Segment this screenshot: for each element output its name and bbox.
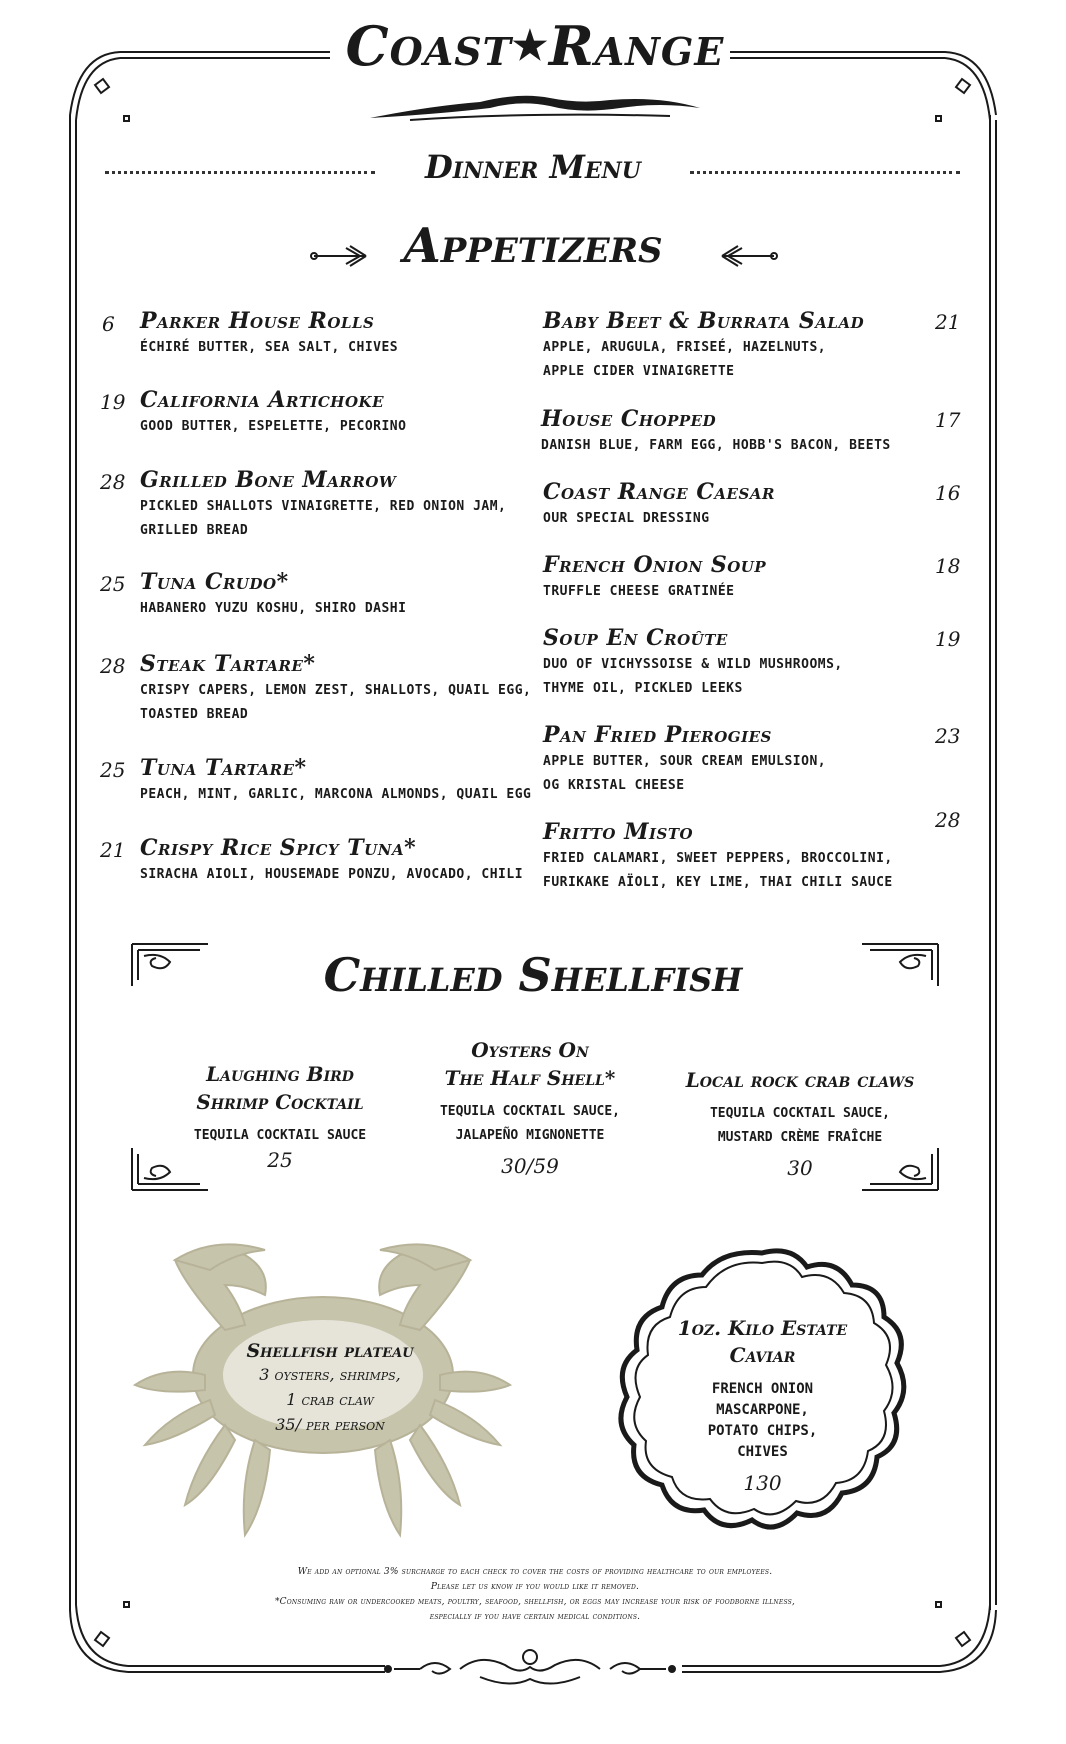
item-name: Soup En Croûte [543, 625, 728, 651]
menu-item-coast-range-caesar [543, 479, 775, 531]
item-desc: ÉCHIRÉ BUTTER, SEA SALT, CHIVES [140, 340, 399, 355]
item-desc: HABANERO YUZU KOSHU, SHIRO DASHI [140, 601, 407, 616]
price-parker-house-rolls: 6 [102, 312, 115, 336]
plateau-line: 1 crab claw [286, 1390, 374, 1409]
arrow-right-icon [718, 244, 778, 268]
shellfish-plateau [215, 1340, 445, 1437]
menu-item-pan-fried-pierogies [543, 722, 826, 798]
menu-item-crispy-rice-spicy-tuna [140, 835, 523, 887]
plateau-name: Shellfish plateau [246, 1340, 414, 1362]
flourish-icon [380, 1645, 680, 1693]
plateau-line: 3 oysters, shrimps, [259, 1365, 401, 1384]
item-name: California Artichoke [140, 387, 385, 413]
item-desc: APPLE BUTTER, SOUR CREAM EMULSION, OG KRISTAL CHEESE [543, 754, 827, 793]
price-tuna-tartare: 25 [100, 758, 126, 782]
price-fritto-misto: 28 [935, 808, 961, 832]
price-baby-beet-burrata-salad: 21 [935, 310, 961, 334]
caviar-item [650, 1315, 875, 1495]
item-desc: CRISPY CAPERS, LEMON ZEST, SHALLOTS, QUAIL EGG, TOASTED BREAD [140, 683, 532, 722]
price-tuna-crudo: 25 [100, 572, 126, 596]
item-name: Laughing Bird Shrimp Cocktail [196, 1062, 364, 1114]
footnote-medical: especially if you have certain medical conditions. [429, 1612, 641, 1622]
menu-title: Dinner Menu [425, 148, 641, 186]
item-name: House Chopped [541, 406, 717, 432]
price-steak-tartare: 28 [100, 654, 126, 678]
item-name: Steak Tartare* [140, 651, 316, 677]
shellfish-item-oysters [420, 1036, 640, 1178]
menu-item-tuna-crudo [140, 569, 406, 621]
item-name: Tuna Crudo* [140, 569, 289, 595]
price-house-chopped: 17 [935, 408, 961, 432]
brand-title [340, 14, 730, 78]
brand-word-right: Range [548, 14, 725, 78]
price-crispy-rice-spicy-tuna: 21 [100, 838, 126, 862]
mountain-divider-icon [370, 88, 700, 122]
price-california-artichoke: 19 [100, 390, 126, 414]
item-price: 30 [787, 1156, 813, 1180]
item-desc: PEACH, MINT, GARLIC, MARCONA ALMONDS, QUAIL EGG [140, 787, 532, 802]
item-desc: APPLE, ARUGULA, FRISEÉ, HAZELNUTS, APPLE CIDER VINAIGRETTE [543, 340, 827, 379]
item-desc: DANISH BLUE, FARM EGG, HOBB'S BACON, BEETS [541, 438, 891, 453]
menu-item-french-onion-soup [543, 552, 766, 604]
plateau-line: 35/ per person [275, 1415, 385, 1434]
item-name: Crispy Rice Spicy Tuna* [140, 835, 417, 861]
item-desc: TEQUILA COCKTAIL SAUCE, MUSTARD CRÈME FRAÎCHE [709, 1106, 890, 1145]
shellfish-item-crab-claws [680, 1066, 920, 1180]
price-french-onion-soup: 18 [935, 554, 961, 578]
item-desc: TEQUILA COCKTAIL SAUCE, JALAPEÑO MIGNONETTE [439, 1104, 620, 1143]
item-price: 30/59 [501, 1154, 559, 1178]
menu-item-house-chopped [541, 406, 891, 458]
item-desc: TRUFFLE CHEESE GRATINÉE [543, 584, 735, 599]
footnote-surcharge: We add an optional 3% surcharge to each check to cover the costs of providing healthcare to our employees. [297, 1567, 773, 1577]
price-soup-en-croute: 19 [935, 627, 961, 651]
item-name: Oysters On The Half Shell* [444, 1038, 616, 1090]
item-desc: OUR SPECIAL DRESSING [543, 511, 710, 526]
price-grilled-bone-marrow: 28 [100, 470, 126, 494]
menu-item-parker-house-rolls [140, 308, 398, 360]
item-name: Baby Beet & Burrata Salad [543, 308, 865, 334]
item-desc: PICKLED SHALLOTS VINAIGRETTE, RED ONION JAM, GRILLED BREAD [140, 499, 507, 538]
price-pan-fried-pierogies: 23 [935, 724, 961, 748]
item-desc: DUO OF VICHYSSOISE & WILD MUSHROOMS, THYME OIL, PICKLED LEEKS [543, 657, 843, 696]
price-coast-range-caesar: 16 [935, 481, 961, 505]
item-desc: FRENCH ONION MASCARPONE, POTATO CHIPS, CHIVES [707, 1381, 818, 1460]
menu-item-fritto-misto [543, 819, 893, 895]
item-desc: TEQUILA COCKTAIL SAUCE [193, 1128, 367, 1143]
star-icon: ★ [511, 22, 549, 69]
menu-item-steak-tartare [140, 651, 531, 727]
appetizers-title: Appetizers [403, 218, 663, 274]
item-name: French Onion Soup [543, 552, 767, 578]
item-name: Pan Fried Pierogies [543, 722, 772, 748]
menu-item-california-artichoke [140, 387, 406, 439]
item-price: 25 [267, 1148, 293, 1172]
shellfish-title: Chilled Shellfish [323, 948, 743, 1002]
item-name: Grilled Bone Marrow [140, 467, 397, 493]
menu-item-tuna-tartare [140, 755, 531, 807]
item-name: Tuna Tartare* [140, 755, 307, 781]
menu-item-grilled-bone-marrow [140, 467, 506, 543]
brand-word-left: Coast [345, 14, 512, 78]
item-name: 1oz. Kilo Estate Caviar [677, 1316, 848, 1367]
menu-item-baby-beet-burrata-salad [543, 308, 864, 384]
item-name: Parker House Rolls [140, 308, 375, 334]
menu-item-soup-en-croute [543, 625, 843, 701]
item-price: 130 [743, 1471, 782, 1495]
item-desc: SIRACHA AIOLI, HOUSEMADE PONZU, AVOCADO, CHILI [140, 867, 524, 882]
shellfish-item-shrimp-cocktail [165, 1060, 395, 1172]
footnote-removal: Please let us know if you would like it removed. [430, 1582, 640, 1592]
item-desc: GOOD BUTTER, ESPELETTE, PECORINO [140, 419, 407, 434]
item-name: Coast Range Caesar [543, 479, 775, 505]
footnote-raw-warning: *Consuming raw or undercooked meats, poultry, seafood, shellfish, or eggs may increase your risk of foodborne illness, [274, 1597, 796, 1607]
item-name: Fritto Misto [543, 819, 694, 845]
item-desc: FRIED CALAMARI, SWEET PEPPERS, BROCCOLINI, FURIKAKE AÏOLI, KEY LIME, THAI CHILI SAUCE [543, 851, 893, 890]
item-name: Local rock crab claws [685, 1068, 915, 1092]
